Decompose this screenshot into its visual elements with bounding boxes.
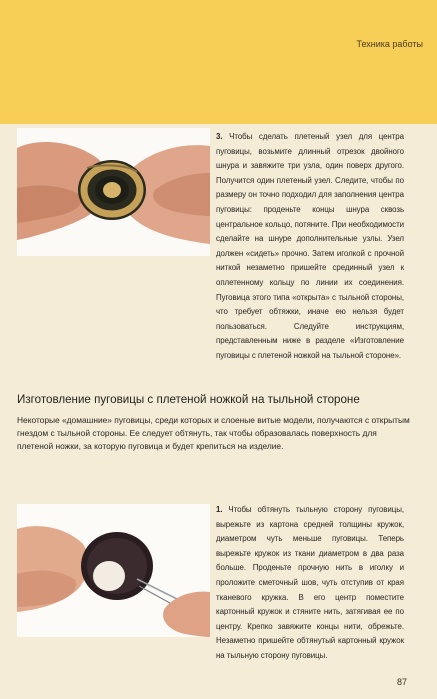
step-1-text [216,503,404,664]
step-3-body: Чтобы сделать плетеный узел для центра пуговицы, возьмите длинный отрезок двойного шнура и завяжите три узла, один поверх другого. Получится один плетеный узел. Следите, чтобы по размеру он точно подходил для заполнения центра пуговицы: проденьте концы шнура сквозь центральное кольцо, потяните. При необходимости сделайте на шнуре дополнительные узлы. Узел должен «сидеть» прочно. Затем иголкой с прочной ниткой незаметно пришейте срединный узел к оплетенному кольцу по линии их соединения. Пуговица этого типа «открыта» с тыльной стороны, что требует обтяжки, иначе ею нельзя будет пользоваться. Следуйте инструкциям, представленным ниже в разделе «Изготовление пуговицы с плетеной ножкой на тыльной стороне». [216,132,404,360]
step-1-number: 1. [216,505,223,514]
section-label: Техника работы [356,39,423,49]
braided-button-illustration [17,128,210,256]
section-title: Изготовление пуговицы с плетеной ножкой на тыльной стороне [17,393,360,406]
header-band [0,0,437,124]
step-3-text [216,130,404,364]
photo-braided-button [17,128,210,256]
step-3-number: 3. [216,132,223,141]
page-number: 87 [396,677,407,687]
photo-covered-button [17,504,210,637]
step-1-body: Чтобы обтянуть тыльную сторону пуговицы, вырежьте из картона средней толщины кружок, диаметром чуть меньше пуговицы. Теперь вырежьте кружок из ткани диаметром в два раза больше. Проденьте прочную нить в иголку и проложите сметочный шов, чуть отступив от края тканевого кружка. В его центр поместите картонный кружок и стяните нить, затягивая ее по центру. Крепко завяжите концы нити, обрежьте. Незаметно пришейте обтянутый картонный кружок на тыльную сторону пуговицы. [216,505,404,660]
section-intro: Некоторые «домашние» пуговицы, среди которых и слоеные витые модели, получаются с открытым гнездом с тыльной стороны. Ее следует обтянуть, так чтобы образовалась поверхность для плетеной ножки, за которую пуговица и будет крепиться на изделие. [17,415,410,452]
covered-button-illustration [17,504,210,637]
